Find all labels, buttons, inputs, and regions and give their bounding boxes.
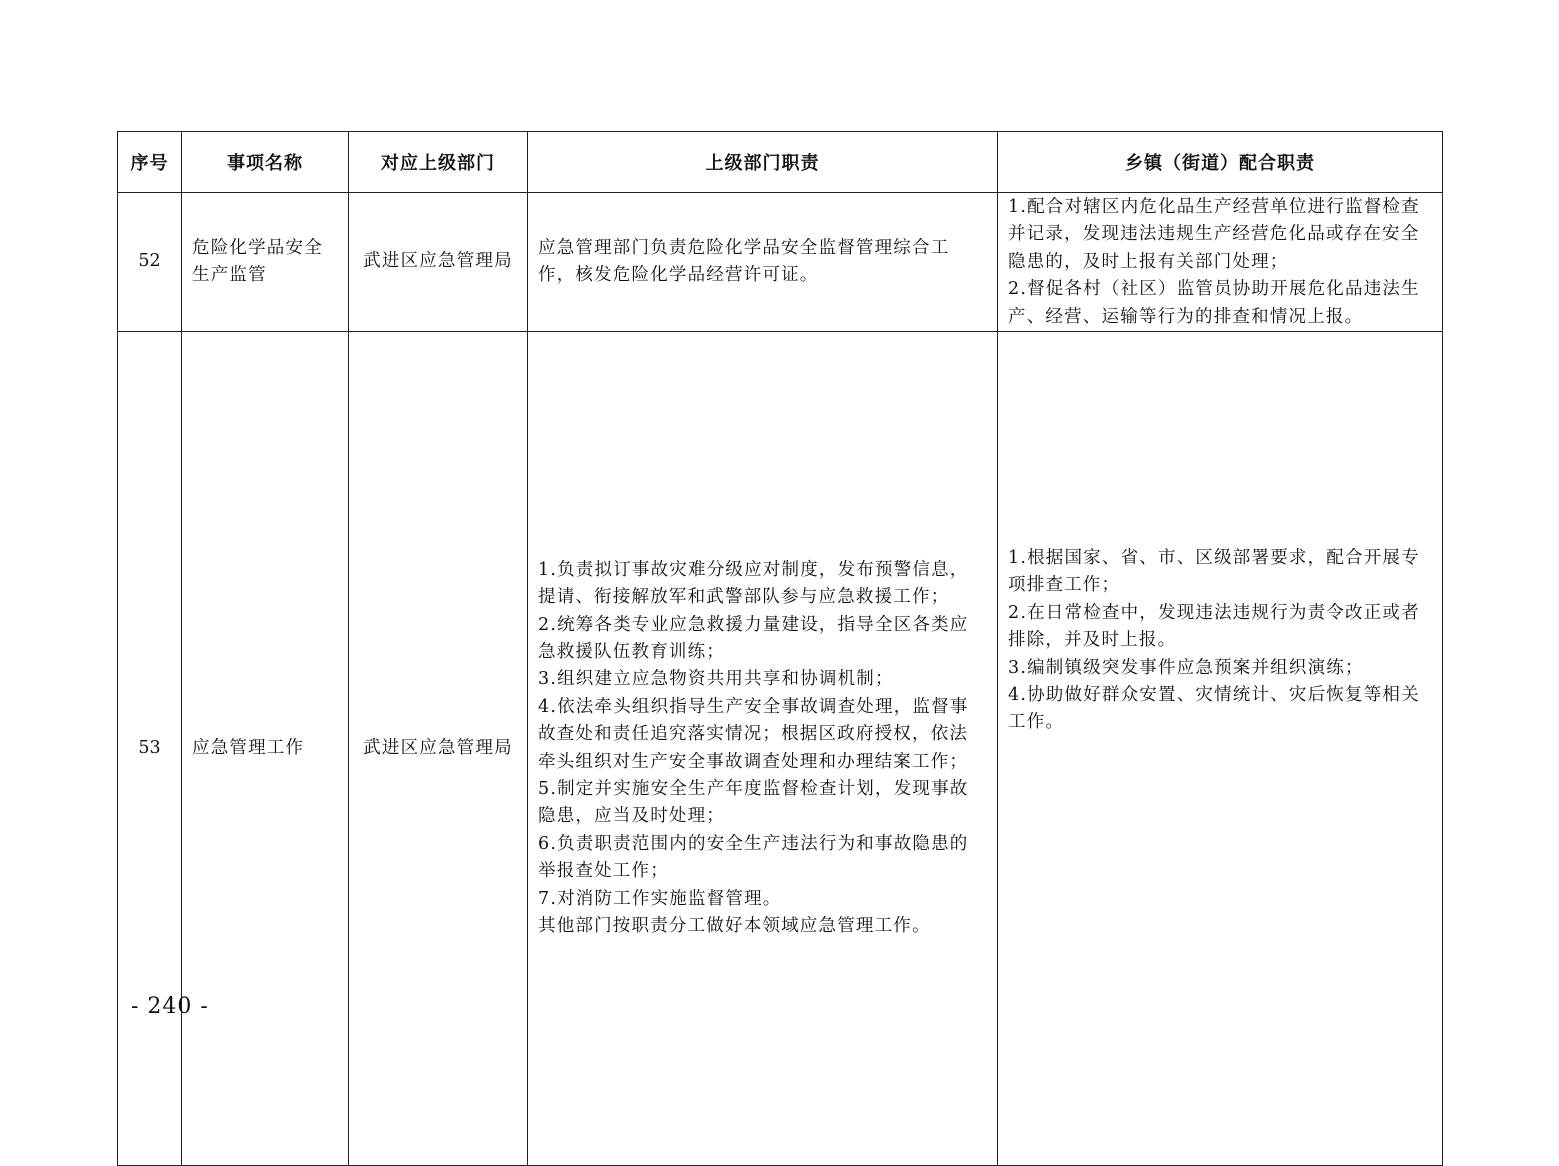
- page-number: - 240 -: [131, 994, 209, 1019]
- duty-line: 提请、衔接解放军和武警部队参与应急救援工作；: [538, 587, 950, 608]
- item-name-line: 应急管理工作: [192, 737, 305, 758]
- duty-line: 牵头组织对生产安全事故调查处理和办理结案工作；: [538, 751, 969, 772]
- duty-line: 工作。: [1008, 712, 1065, 733]
- duty-line: 举报查处工作；: [538, 861, 669, 882]
- duty-line: 项排查工作；: [1008, 575, 1121, 596]
- header-township-duties: 乡镇（街道）配合职责: [998, 132, 1443, 193]
- item-name-cell: [182, 332, 349, 1166]
- duty-line: 2.统筹各类专业应急救援力量建设，指导全区各类应: [538, 614, 969, 635]
- item-name-cell: [182, 193, 349, 332]
- department-cell: 武进区应急管理局: [349, 332, 528, 1166]
- duty-line: 7.对消防工作实施监督管理。: [538, 888, 782, 909]
- department-duties-cell: [528, 193, 998, 332]
- row-number: 53: [118, 332, 182, 1166]
- item-name-line: 危险化学品安全: [192, 237, 323, 258]
- duty-line: 6.负责职责范围内的安全生产违法行为和事故隐患的: [538, 833, 969, 854]
- duty-line: 2.在日常检查中，发现违法违规行为责令改正或者: [1008, 602, 1420, 623]
- duty-line: 3.组织建立应急物资共用共享和协调机制；: [538, 669, 894, 690]
- township-duties-cell: [998, 332, 1443, 1166]
- duty-line: 4.协助做好群众安置、灾情统计、灾后恢复等相关: [1008, 685, 1420, 706]
- duty-line: 其他部门按职责分工做好本领域应急管理工作。: [538, 915, 931, 936]
- duty-line: 1.根据国家、省、市、区级部署要求，配合开展专: [1008, 548, 1420, 569]
- duty-line: 3.编制镇级突发事件应急预案并组织演练；: [1008, 657, 1364, 678]
- header-number: 序号: [118, 132, 182, 193]
- duty-line: 1.负责拟订事故灾难分级应对制度，发布预警信息，: [538, 559, 969, 580]
- header-department: 对应上级部门: [349, 132, 528, 193]
- item-name-line: 生产监管: [192, 265, 267, 286]
- duty-line: 并记录，发现违法违规生产经营危化品或存在安全: [1008, 224, 1420, 245]
- duty-line: 产、经营、运输等行为的排查和情况上报。: [1008, 306, 1364, 327]
- table-row: [118, 193, 1443, 332]
- table-row: [118, 332, 1443, 1166]
- row-number: 52: [118, 193, 182, 332]
- header-row: [118, 132, 1443, 193]
- duty-line: 2.督促各村（社区）监管员协助开展危化品违法生: [1008, 279, 1420, 300]
- department-duties-cell: [528, 332, 998, 1166]
- header-department-duties: 上级部门职责: [528, 132, 998, 193]
- duty-table: [117, 131, 1443, 1166]
- duty-line: 作，核发危险化学品经营许可证。: [538, 265, 819, 286]
- duty-line: 排除，并及时上报。: [1008, 630, 1177, 651]
- duty-line: 1.配合对辖区内危化品生产经营单位进行监督检查: [1008, 197, 1420, 217]
- township-duties-cell: [998, 193, 1443, 332]
- header-item-name: 事项名称: [182, 132, 349, 193]
- duty-line: 故查处和责任追究落实情况；根据区政府授权，依法: [538, 724, 969, 745]
- duty-line: 隐患，应当及时处理；: [538, 806, 725, 827]
- duty-line: 隐患的，及时上报有关部门处理；: [1008, 251, 1289, 272]
- duty-line: 4.依法牵头组织指导生产安全事故调查处理，监督事: [538, 696, 969, 717]
- duty-table-container: [117, 131, 1443, 1166]
- department-cell: 武进区应急管理局: [349, 193, 528, 332]
- duty-line: 应急管理部门负责危险化学品安全监督管理综合工: [538, 237, 950, 258]
- duty-line: 5.制定并实施安全生产年度监督检查计划，发现事故: [538, 778, 969, 799]
- duty-line: 急救援队伍教育训练；: [538, 641, 725, 662]
